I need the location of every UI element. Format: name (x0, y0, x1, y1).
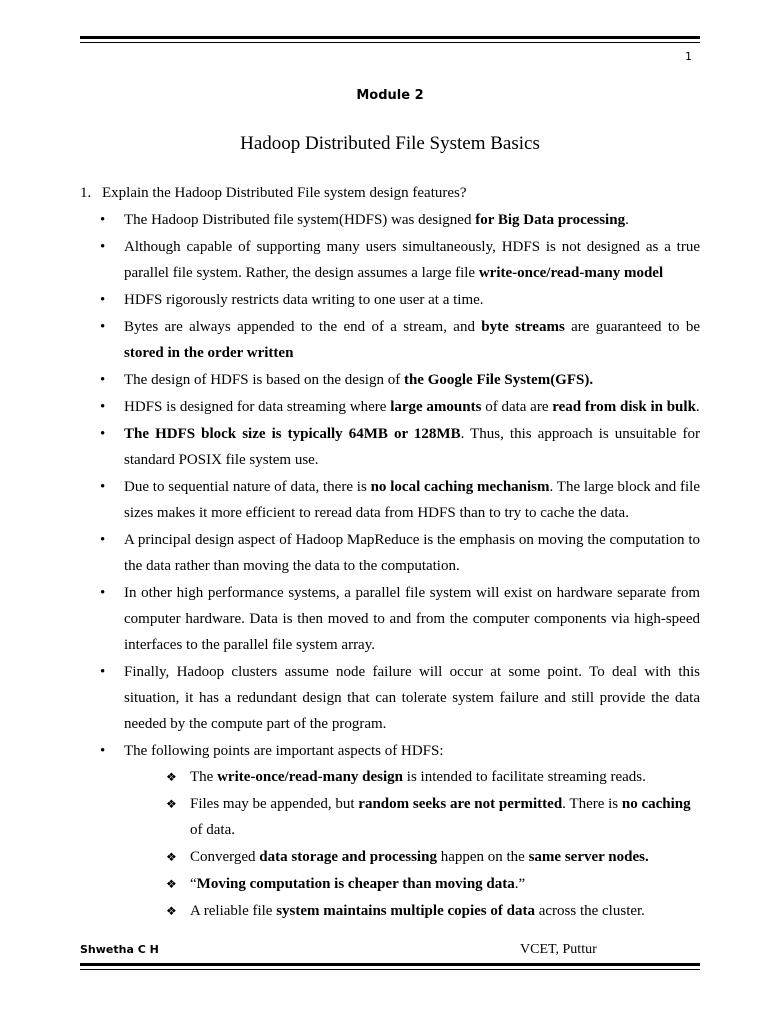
bullet-icon: • (100, 479, 106, 495)
sub-bullet-list (124, 764, 700, 924)
list-item: • Finally, Hadoop clusters assume node failure will occur at some point. To deal with this situation, it has a redundant design that can tolerate system failure and still provide the data needed by the compute part of the program. (80, 659, 700, 737)
bullet-icon: • (100, 743, 106, 759)
footer-institution: VCET, Puttur (520, 942, 597, 957)
bullet-icon: • (100, 426, 106, 442)
sub-list-item: ❖ Files may be appended, but random seeks are not permitted. There is no caching of data. (124, 791, 700, 843)
list-item: • The design of HDFS is based on the design of the Google File System(GFS). (80, 367, 700, 393)
list-item: • Due to sequential nature of data, there is no local caching mechanism. The large block and file sizes makes it more efficient to reread data from HDFS than to try to cache the data. (80, 474, 700, 526)
bullet-list (80, 207, 700, 925)
header-rule-thin (80, 42, 700, 43)
bullet-icon: • (100, 532, 106, 548)
diamond-bullet-icon: ❖ (166, 904, 177, 918)
list-item: • The Hadoop Distributed file system(HDFS) was designed for Big Data processing. (80, 207, 700, 233)
diamond-bullet-icon: ❖ (166, 877, 177, 891)
page-number: 1 (685, 50, 692, 63)
list-item: • The following points are important aspects of HDFS: ❖ The write-once/read-many design is intended to facilitate streaming reads. ❖ Files may be appended, but random seeks are not permitted. There is no caching of data. ❖ Converged data storage and processing happen on the same server nodes. ❖ “Moving computation is cheaper than moving data.” ❖ A reliable file system maintains multiple copies of data across the cluster. (80, 738, 700, 924)
bullet-icon: • (100, 585, 106, 601)
list-item: • Bytes are always appended to the end of a stream, and byte streams are guaranteed to be stored in the order written (80, 314, 700, 366)
list-item: • Although capable of supporting many users simultaneously, HDFS is not designed as a true parallel file system. Rather, the design assumes a large file write-once/read-many model (80, 234, 700, 286)
diamond-bullet-icon: ❖ (166, 770, 177, 784)
footer-author: Shwetha C H (80, 943, 159, 956)
sub-list-item: ❖ Converged data storage and processing happen on the same server nodes. (124, 844, 700, 870)
bullet-icon: • (100, 239, 106, 255)
question (80, 180, 700, 206)
footer-rule-thick (80, 963, 700, 966)
question-number: 1. (80, 185, 92, 201)
diamond-bullet-icon: ❖ (166, 850, 177, 864)
bullet-icon: • (100, 292, 106, 308)
list-item: • In other high performance systems, a parallel file system will exist on hardware separate from computer hardware. Data is then moved to and from the computer components via high-speed interfaces to the parallel file system array. (80, 580, 700, 658)
header-rule-thick (80, 36, 700, 39)
list-item: • HDFS rigorously restricts data writing to one user at a time. (80, 287, 700, 313)
list-item: • The HDFS block size is typically 64MB or 128MB. Thus, this approach is unsuitable for standard POSIX file system use. (80, 421, 700, 473)
diamond-bullet-icon: ❖ (166, 797, 177, 811)
bullet-icon: • (100, 664, 106, 680)
sub-list-item: ❖ A reliable file system maintains multiple copies of data across the cluster. (124, 898, 700, 924)
module-heading: Module 2 (356, 88, 424, 103)
list-item: • HDFS is designed for data streaming where large amounts of data are read from disk in bulk. (80, 394, 700, 420)
bullet-icon: • (100, 319, 106, 335)
bullet-icon: • (100, 372, 106, 388)
list-item: • A principal design aspect of Hadoop MapReduce is the emphasis on moving the computation to the data rather than moving the data to the computation. (80, 527, 700, 579)
sub-list-item: ❖ “Moving computation is cheaper than moving data.” (124, 871, 700, 897)
bullet-icon: • (100, 399, 106, 415)
page-title: Hadoop Distributed File System Basics (240, 133, 540, 154)
bullet-icon: • (100, 212, 106, 228)
question-text: Explain the Hadoop Distributed File system design features? (102, 185, 467, 201)
footer-rule-thin (80, 969, 700, 970)
sub-list-item: ❖ The write-once/read-many design is intended to facilitate streaming reads. (124, 764, 700, 790)
